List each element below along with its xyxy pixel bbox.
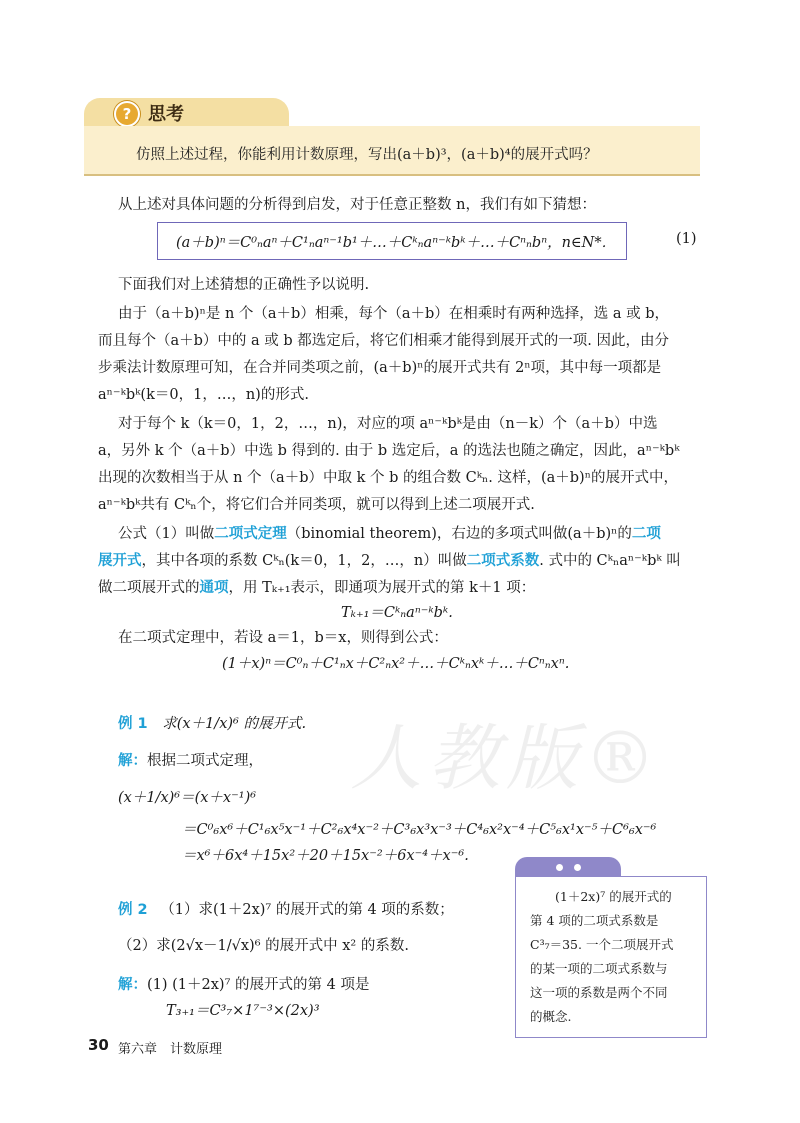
paragraph-line: aⁿ⁻ᵏbᵏ(k＝0，1，…，n)的形式. bbox=[98, 387, 309, 403]
side-note-line: 这一项的系数是两个不同 bbox=[530, 985, 668, 1000]
paragraph-line: 而且每个（a＋b）中的 a 或 b 都选定后，将它们相乘才能得到展开式的一项. 因此，由分 bbox=[98, 333, 670, 349]
example-question: 求(x＋1/x)⁶ 的展开式. bbox=[162, 716, 307, 732]
solution-label: 解： bbox=[118, 977, 147, 993]
text: （binomial theorem)，右边的多项式叫做(a＋b)ⁿ的 bbox=[286, 526, 632, 542]
term-binomial-expansion-part2: 展开式 bbox=[98, 552, 142, 569]
chapter-title: 第六章 计数原理 bbox=[118, 1042, 223, 1057]
example-label: 例 2 bbox=[118, 902, 148, 918]
solution-label: 解： bbox=[118, 753, 147, 769]
general-term-formula: Tₖ₊₁＝Cᵏₙaⁿ⁻ᵏbᵏ. bbox=[341, 605, 453, 621]
question-icon: ? bbox=[114, 101, 140, 127]
solution-step: ＝x⁶＋6x⁴＋15x²＋20＋15x⁻²＋6x⁻⁴＋x⁻⁶. bbox=[182, 848, 469, 864]
solution-intro bbox=[118, 749, 263, 770]
example-2 bbox=[118, 898, 454, 919]
formula-one-plus-x: (1＋x)ⁿ＝C⁰ₙ＋C¹ₙx＋C²ₙx²＋…＋Cᵏₙxᵏ＋…＋Cⁿₙxⁿ. bbox=[222, 656, 570, 672]
paragraph-line bbox=[98, 576, 535, 597]
paragraph: 下面我们对上述猜想的正确性予以说明. bbox=[118, 277, 370, 293]
solution-step: (x＋1/x)⁶＝(x＋x⁻¹)⁶ bbox=[118, 790, 257, 806]
paragraph-line bbox=[98, 549, 681, 570]
solution-intro bbox=[118, 973, 369, 994]
paragraph-line bbox=[118, 522, 661, 543]
paragraph-line: 由于（a＋b)ⁿ是 n 个（a＋b）相乘，每个（a＋b）在相乘时有两种选择，选 a 或 b， bbox=[118, 306, 670, 322]
page-number: 30 bbox=[88, 1036, 109, 1054]
term-general-term: 通项 bbox=[199, 579, 229, 596]
text: . 式中的 Cᵏₙaⁿ⁻ᵏbᵏ 叫 bbox=[539, 553, 681, 569]
paragraph-line: 对于每个 k（k＝0，1，2，…，n)，对应的项 aⁿ⁻ᵏbᵏ是由（n－k）个（a＋b）中选 bbox=[118, 416, 658, 432]
paragraph-line: 步乘法计数原理可知，在合并同类项之前，(a＋b)ⁿ的展开式共有 2ⁿ项，其中每一项都是 bbox=[98, 360, 662, 376]
intro-text: 从上述对具体问题的分析得到启发，对于任意正整数 n，我们有如下猜想： bbox=[118, 197, 596, 213]
side-note-line: 第 4 项的二项式系数是 bbox=[530, 913, 659, 928]
binomial-formula: (a＋b)ⁿ＝C⁰ₙaⁿ＋C¹ₙaⁿ⁻¹b¹＋…＋Cᵏₙaⁿ⁻ᵏbᵏ＋…＋Cⁿₙbⁿ，n∈N*． bbox=[176, 235, 617, 251]
publisher-watermark: 人教版® bbox=[350, 716, 663, 800]
text: 公式（1）叫做 bbox=[118, 526, 215, 542]
example-question: （2）求(2√x－1/√x)⁶ 的展开式中 x² 的系数. bbox=[118, 938, 409, 954]
example-1 bbox=[118, 712, 306, 733]
paragraph-line: 出现的次数相当于从 n 个（a＋b）中取 k 个 b 的组合数 Cᵏₙ. 这样，(a＋b)ⁿ的展开式中， bbox=[98, 470, 678, 486]
paragraph-line: 在二项式定理中，若设 a＝1，b＝x，则得到公式： bbox=[118, 630, 448, 646]
dot-icon bbox=[574, 864, 581, 871]
text: ，其中各项的系数 Cᵏₙ(k＝0，1，2，…，n）叫做 bbox=[141, 553, 467, 569]
text: ，用 Tₖ₊₁表示，即通项为展开式的第 k＋1 项： bbox=[228, 580, 536, 596]
example-label: 例 1 bbox=[118, 716, 148, 732]
term-binomial-coefficient: 二项式系数 bbox=[466, 552, 540, 569]
formula-number: (1) bbox=[676, 231, 697, 247]
dot-icon bbox=[556, 864, 563, 871]
think-question: 仿照上述过程，你能利用计数原理，写出(a＋b)³，(a＋b)⁴的展开式吗？ bbox=[136, 147, 598, 163]
text: 做二项展开式的 bbox=[98, 580, 200, 596]
side-note-line: 的某一项的二项式系数与 bbox=[530, 961, 668, 976]
paragraph-line: a，另外 k 个（a＋b）中选 b 得到的. 由于 b 选定后，a 的选法也随之确定，因此，aⁿ⁻ᵏbᵏ bbox=[98, 443, 680, 459]
side-note-line: 的概念. bbox=[530, 1009, 572, 1024]
side-note-line: C³₇＝35. 一个二项展开式 bbox=[530, 937, 674, 952]
solution-step: T₃₊₁＝C³₇×1⁷⁻³×(2x)³ bbox=[166, 1003, 320, 1019]
paragraph-line: aⁿ⁻ᵏbᵏ共有 Cᵏₙ个，将它们合并同类项，就可以得到上述二项展开式. bbox=[98, 497, 535, 513]
solution-text: (1) (1＋2x)⁷ 的展开式的第 4 项是 bbox=[147, 977, 370, 993]
term-binomial-theorem: 二项式定理 bbox=[214, 525, 287, 542]
term-binomial-expansion-part1: 二项 bbox=[631, 525, 661, 542]
solution-text: 根据二项式定理， bbox=[147, 753, 263, 769]
example-question: （1）求(1＋2x)⁷ 的展开式的第 4 项的系数； bbox=[160, 902, 454, 918]
side-note-line: (1＋2x)⁷ 的展开式的 bbox=[555, 889, 672, 904]
think-label: 思考 bbox=[148, 104, 184, 125]
solution-step: ＝C⁰₆x⁶＋C¹₆x⁵x⁻¹＋C²₆x⁴x⁻²＋C³₆x³x⁻³＋C⁴₆x²x⁻⁴＋C⁵₆x¹x⁻⁵＋C⁶₆x⁻⁶ bbox=[182, 822, 657, 838]
